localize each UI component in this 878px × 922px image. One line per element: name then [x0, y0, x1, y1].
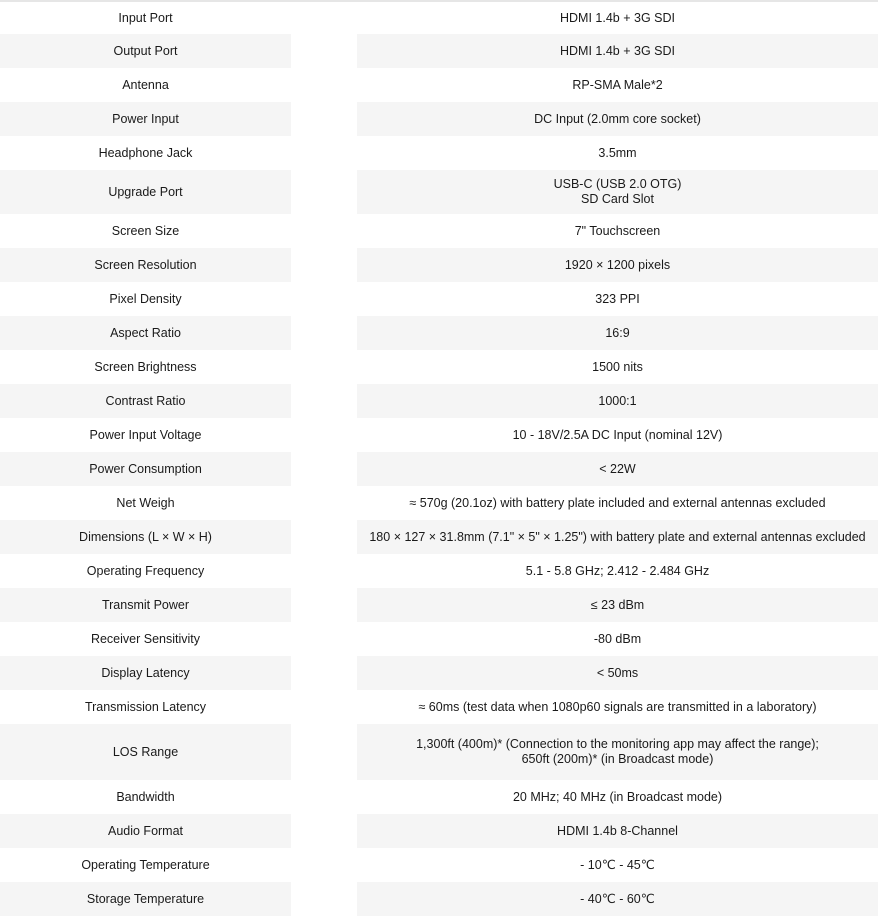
- spec-row: [0, 690, 878, 724]
- spec-value: [357, 780, 878, 814]
- spec-value-line: -80 dBm: [593, 631, 642, 646]
- spec-row: [0, 418, 878, 452]
- spec-value-line: 1000:1: [598, 393, 637, 408]
- spec-row: [0, 554, 878, 588]
- spec-row: [0, 384, 878, 418]
- spec-label: Contrast Ratio: [0, 384, 291, 418]
- spec-value-line: 16:9: [605, 325, 630, 340]
- spec-value: [357, 170, 878, 214]
- spec-value-line: 20 MHz; 40 MHz (in Broadcast mode): [512, 789, 723, 804]
- spec-value: [357, 486, 878, 520]
- spec-label: Upgrade Port: [0, 170, 291, 214]
- spec-value-line: 5.1 - 5.8 GHz; 2.412 - 2.484 GHz: [525, 563, 710, 578]
- column-gap: [291, 780, 357, 814]
- spec-row: [0, 486, 878, 520]
- spec-label: Net Weigh: [116, 495, 175, 510]
- spec-row: [0, 214, 878, 248]
- column-gap: [291, 452, 357, 486]
- spec-value: [357, 2, 878, 34]
- spec-value: [357, 68, 878, 102]
- spec-label: Power Input Voltage: [89, 427, 202, 442]
- spec-label: Aspect Ratio: [0, 316, 291, 350]
- spec-value: [357, 848, 878, 882]
- spec-row: [0, 170, 878, 214]
- column-gap: [291, 2, 357, 34]
- spec-label: Input Port: [118, 10, 173, 25]
- spec-row: [0, 452, 878, 486]
- spec-value-line: RP-SMA Male*2: [572, 77, 663, 92]
- spec-label: Output Port: [0, 34, 291, 68]
- column-gap: [291, 214, 357, 248]
- spec-value: [357, 350, 878, 384]
- spec-label: Audio Format: [0, 814, 291, 848]
- spec-value-line: ≤ 23 dBm: [590, 597, 645, 612]
- spec-row: [0, 282, 878, 316]
- spec-row: [0, 656, 878, 690]
- spec-value: [357, 384, 878, 418]
- column-gap: [291, 102, 357, 136]
- column-gap: [291, 588, 357, 622]
- spec-value: [357, 136, 878, 170]
- spec-row: [0, 102, 878, 136]
- spec-value-line: - 40℃ - 60℃: [580, 891, 655, 906]
- spec-row: [0, 248, 878, 282]
- column-gap: [291, 316, 357, 350]
- column-gap: [291, 814, 357, 848]
- spec-value-line: HDMI 1.4b + 3G SDI: [560, 43, 675, 58]
- spec-value-line: HDMI 1.4b + 3G SDI: [560, 10, 675, 25]
- spec-row: [0, 520, 878, 554]
- spec-value-line: ≈ 570g (20.1oz) with battery plate included and external antennas excluded: [409, 495, 826, 510]
- spec-value-line: HDMI 1.4b 8-Channel: [557, 823, 678, 838]
- spec-row: [0, 316, 878, 350]
- spec-label: Operating Frequency: [86, 563, 205, 578]
- spec-row: [0, 780, 878, 814]
- column-gap: [291, 136, 357, 170]
- spec-value: [357, 588, 878, 622]
- column-gap: [291, 248, 357, 282]
- spec-value-line: ≈ 60ms (test data when 1080p60 signals are transmitted in a laboratory): [418, 699, 817, 714]
- spec-value-line: 7" Touchscreen: [574, 223, 661, 238]
- spec-row: [0, 588, 878, 622]
- spec-label: Bandwidth: [116, 789, 175, 804]
- spec-label: Transmit Power: [0, 588, 291, 622]
- spec-label: Power Consumption: [0, 452, 291, 486]
- column-gap: [291, 622, 357, 656]
- spec-value-line: 323 PPI: [595, 291, 640, 306]
- spec-row: [0, 848, 878, 882]
- column-gap: [291, 690, 357, 724]
- column-gap: [291, 282, 357, 316]
- spec-value-line: USB-C (USB 2.0 OTG): [553, 177, 682, 191]
- column-gap: [291, 34, 357, 68]
- spec-label: Dimensions (L × W × H): [0, 520, 291, 554]
- spec-value-line: 3.5mm: [598, 145, 637, 160]
- spec-row: [0, 622, 878, 656]
- spec-label: Antenna: [122, 77, 169, 92]
- spec-value: [357, 690, 878, 724]
- spec-value: [357, 452, 878, 486]
- spec-label: Screen Brightness: [94, 359, 197, 374]
- column-gap: [291, 554, 357, 588]
- spec-label: Pixel Density: [109, 291, 182, 306]
- column-gap: [291, 882, 357, 916]
- column-gap: [291, 486, 357, 520]
- spec-label: Storage Temperature: [0, 882, 291, 916]
- spec-value: [357, 814, 878, 848]
- column-gap: [291, 418, 357, 452]
- spec-value-line: 1500 nits: [592, 359, 643, 374]
- spec-value-line: 10 - 18V/2.5A DC Input (nominal 12V): [512, 427, 723, 442]
- spec-value: [357, 724, 878, 780]
- spec-value: [357, 316, 878, 350]
- spec-value-line: 180 × 127 × 31.8mm (7.1" × 5" × 1.25") with battery plate and external antennas excluded: [369, 529, 866, 544]
- spec-row: [0, 724, 878, 780]
- spec-row: [0, 34, 878, 68]
- spec-value: [357, 248, 878, 282]
- column-gap: [291, 384, 357, 418]
- spec-row: [0, 814, 878, 848]
- spec-label: Headphone Jack: [98, 145, 193, 160]
- column-gap: [291, 656, 357, 690]
- column-gap: [291, 68, 357, 102]
- column-gap: [291, 724, 357, 780]
- spec-value: [357, 554, 878, 588]
- spec-row: [0, 350, 878, 384]
- spec-value: [357, 282, 878, 316]
- spec-value-line: 650ft (200m)* (in Broadcast mode): [521, 752, 714, 766]
- spec-label: Display Latency: [0, 656, 291, 690]
- spec-value-line: SD Card Slot: [581, 192, 654, 206]
- spec-value-line: 1920 × 1200 pixels: [564, 257, 671, 272]
- spec-label: Screen Size: [111, 223, 180, 238]
- spec-value: [357, 418, 878, 452]
- spec-value-line: 1,300ft (400m)* (Connection to the monitoring app may affect the range);: [416, 737, 819, 751]
- spec-label: LOS Range: [0, 724, 291, 780]
- column-gap: [291, 350, 357, 384]
- spec-row: [0, 136, 878, 170]
- spec-row: [0, 68, 878, 102]
- spec-label: Screen Resolution: [0, 248, 291, 282]
- spec-label: Receiver Sensitivity: [90, 631, 201, 646]
- spec-value-line: < 50ms: [596, 665, 639, 680]
- spec-value: [357, 656, 878, 690]
- spec-value-line: - 10℃ - 45℃: [580, 857, 655, 872]
- spec-value: [357, 520, 878, 554]
- column-gap: [291, 520, 357, 554]
- spec-value: [357, 102, 878, 136]
- column-gap: [291, 848, 357, 882]
- spec-value-line: DC Input (2.0mm core socket): [534, 111, 701, 126]
- spec-value: [357, 34, 878, 68]
- spec-value: [357, 882, 878, 916]
- spec-value-line: < 22W: [599, 461, 636, 476]
- spec-row: [0, 882, 878, 916]
- spec-label: Power Input: [0, 102, 291, 136]
- spec-row: [0, 2, 878, 34]
- spec-value: [357, 214, 878, 248]
- spec-label: Operating Temperature: [81, 857, 210, 872]
- column-gap: [291, 170, 357, 214]
- spec-value: [357, 622, 878, 656]
- spec-label: Transmission Latency: [84, 699, 207, 714]
